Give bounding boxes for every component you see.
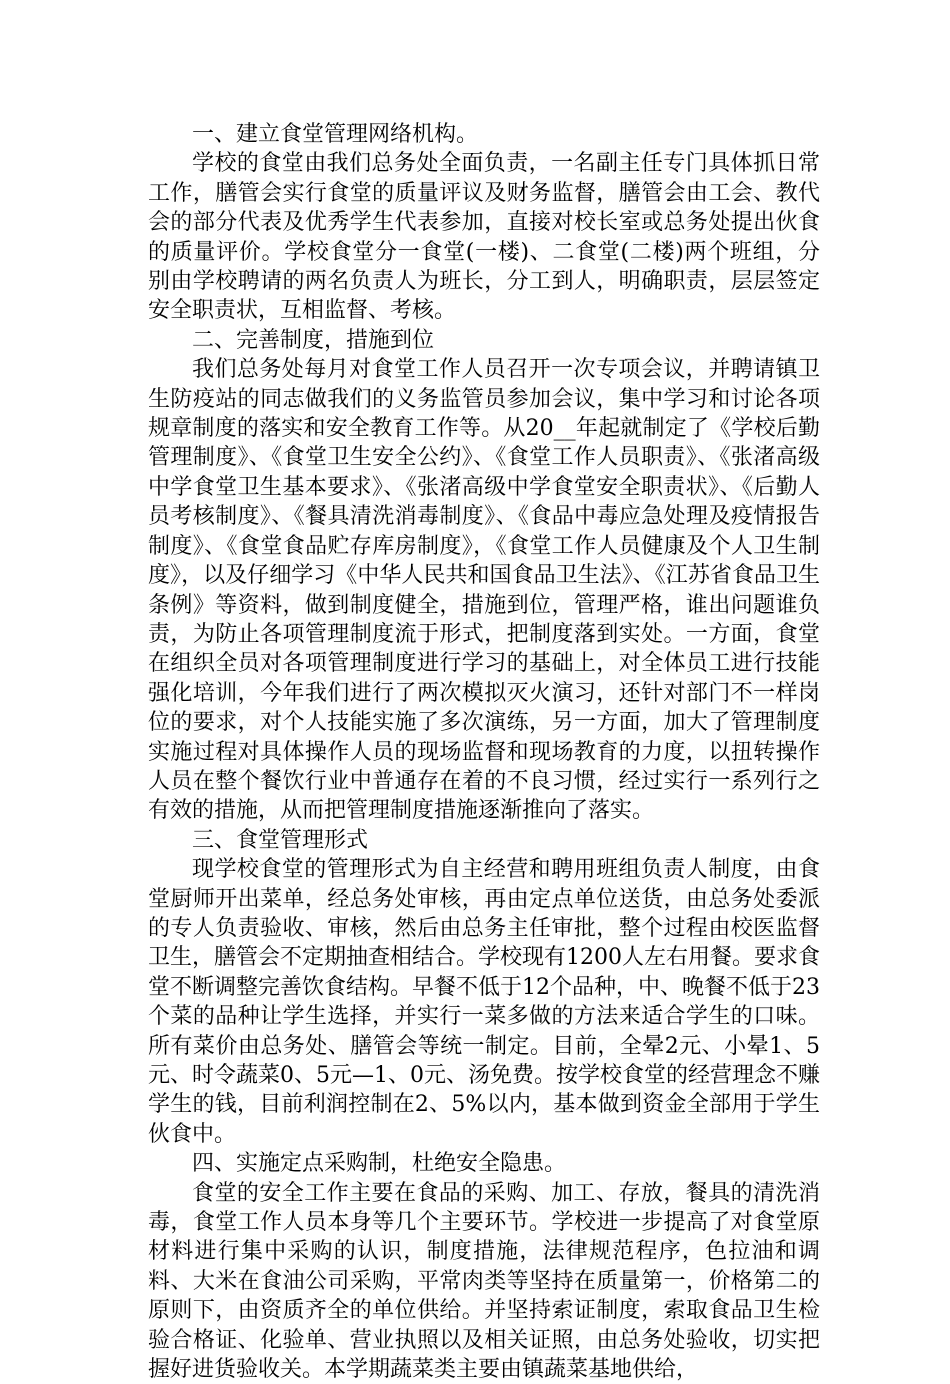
section-heading-3: 三、食堂管理形式 — [192, 827, 369, 853]
section-paragraph-2: 我们总务处每月对食堂工作人员召开一次专项会议，并聘请镇卫生防疫站的同志做我们的义务监管员参加会议，集中学习和讨论各项规章制度的落实和安全教育工作等。从20__年起就制定了《学校后勤管理制度》、《食堂卫生安全公约》、《食堂工作人员职责》、《张渚高级中学食堂卫生基本要求》、《张渚高级中学食堂安全职责状》、《后勤人员考核制度》、《餐具清洗消毒制度》、《食品中毒应急处理及疫情报告制度》、《食堂食品贮存库房制度》，《食堂工作人员健康及个人卫生制度》，以及仔细学习《中华人民共和国食品卫生法》、《江苏省食品卫生条例》等资料，做到制度健全，措施到位，管理严格，谁出问题谁负责，为防止各项管理制度流于形式，把制度落到实处。一方面，食堂在组织全员对各项管理制度进行学习的基础上，对全体员工进行技能强化培训，今年我们进行了两次模拟灭火演习，还针对部门不一样岗位的要求，对个人技能实施了多次演练，另一方面，加大了管理制度实施过程对具体操作人员的现场监督和现场教育的力度，以扭转操作人员在整个餐饮行业中普通存在着的不良习惯，经过实行一系列行之有效的措施，从而把管理制度措施逐渐推向了落实。 — [148, 357, 820, 824]
section-heading-1: 一、建立食堂管理网络机构。 — [192, 122, 479, 147]
section-paragraph-3: 现学校食堂的管理形式为自主经营和聘用班组负责人制度，由食堂厨师开出菜单，经总务处审核，再由定点单位送货，由总务处委派的专人负责验收、审核，然后由总务主任审批，整个过程由校医监督卫生，膳管会不定期抽查相结合。学校现有1200人左右用餐。要求食堂不断调整完善饮食结构。早餐不低于12个品种，中、晚餐不低于23个菜的品种让学生选择，并实行一菜多做的方法来适合学生的口味。所有菜价由总务处、膳管会等统一制定。目前，全晕2元、小晕1、5元、时令蔬菜0、5元—1、0元、汤免费。按学校食堂的经营理念不赚学生的钱，目前利润控制在2、5%以内，基本做到资金全部用于学生伙食中。 — [148, 857, 820, 1147]
section-heading-2: 二、完善制度，措施到位 — [192, 327, 435, 353]
section-heading-4: 四、实施定点采购制，杜绝安全隐患。 — [192, 1151, 567, 1177]
document-body — [148, 120, 820, 1384]
section-paragraph-4: 食堂的安全工作主要在食品的采购、加工、存放，餐具的清洗消毒，食堂工作人员本身等几个主要环节。学校进一步提高了对食堂原材料进行集中采购的认识，制度措施，法律规范程序，色拉油和调料、大米在食油公司采购，平常肉类等坚持在质量第一，价格第二的原则下，由资质齐全的单位供给。并坚持索证制度，索取食品卫生检验合格证、化验单、营业执照以及相关证照，由总务处验收，切实把握好进货验收关。本学期蔬菜类主要由镇蔬菜基地供给， — [148, 1180, 820, 1383]
section-paragraph-1: 学校的食堂由我们总务处全面负责，一名副主任专门具体抓日常工作，膳管会实行食堂的质量评议及财务监督，膳管会由工会、教代会的部分代表及优秀学生代表参加，直接对校长室或总务处提出伙食的质量评价。学校食堂分一食堂(一楼)、二食堂(二楼)两个班组，分别由学校聘请的两名负责人为班长，分工到人，明确职责，层层签定安全职责状，互相监督、考核。 — [148, 151, 820, 324]
